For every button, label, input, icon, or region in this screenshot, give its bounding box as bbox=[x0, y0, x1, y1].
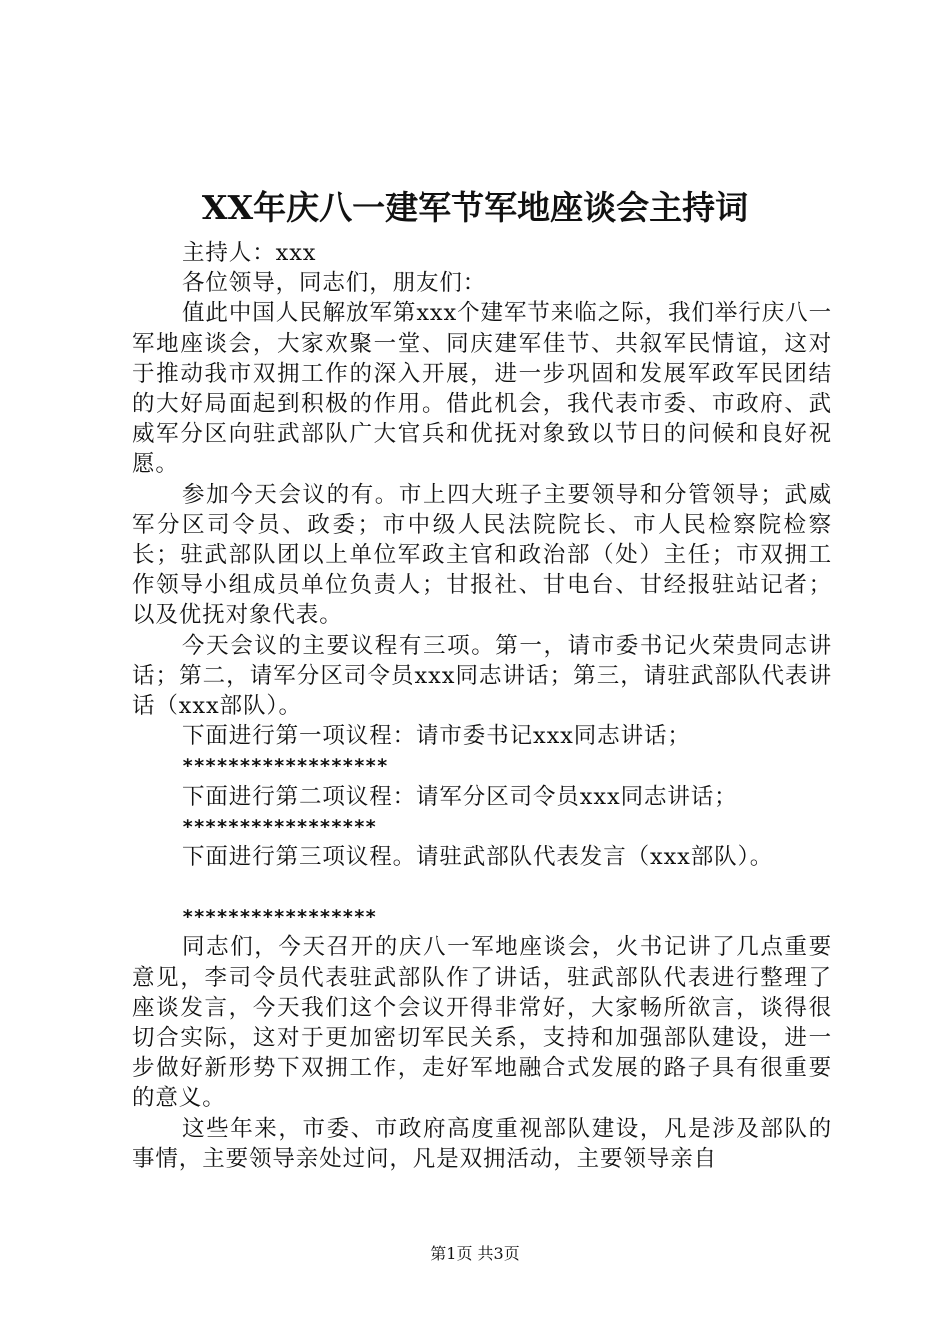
asterisk-separator: ***************** bbox=[182, 815, 377, 838]
page-footer: 第1页 共3页 bbox=[430, 1244, 520, 1263]
greeting-line: 各位领导，同志们，朋友们： bbox=[182, 270, 487, 297]
agenda-item-2: 下面进行第二项议程：请军分区司令员xxx同志讲话； bbox=[182, 783, 738, 810]
document-title: XX年庆八一建军节军地座谈会主持词 bbox=[201, 188, 749, 227]
host-line: 主持人：xxx bbox=[182, 240, 317, 266]
asterisk-separator: ****************** bbox=[182, 755, 388, 778]
paragraph: 同志们，今天召开的庆八一军地座谈会，火书记讲了几点重要意见，李司令员代表驻武部队作了讲话，驻武部队代表进行整理了座谈发言，今天我们这个会议开得非常好，大家畅所欲言，谈得很切合实际，这对于更加密切军民关系，支持和加强部队建设，进一步做好新形势下双拥工作，走好军地融合式发展的路子具有很重要的意义。 bbox=[132, 934, 832, 1112]
paragraph: 值此中国人民解放军第xxx个建军节来临之际，我们举行庆八一军地座谈会，大家欢聚一堂、同庆建军佳节、共叙军民情谊，这对于推动我市双拥工作的深入开展，进一步巩固和发展军政军民团结的大好局面起到积极的作用。借此机会，我代表市委、市政府、武威军分区向驻武部队广大官兵和优抚对象致以节日的问候和良好祝愿。 bbox=[132, 300, 832, 478]
paragraph: 这些年来，市委、市政府高度重视部队建设，凡是涉及部队的事情，主要领导亲处过问，凡是双拥活动，主要领导亲自 bbox=[132, 1115, 832, 1172]
document-body bbox=[132, 238, 832, 1174]
agenda-item-3: 下面进行第三项议程。请驻武部队代表发言（xxx部队）。 bbox=[182, 844, 774, 871]
asterisk-separator: ***************** bbox=[182, 906, 377, 929]
paragraph: 今天会议的主要议程有三项。第一，请市委书记火荣贵同志讲话；第二，请军分区司令员xxx同志讲话；第三，请驻武部队代表讲话（xxx部队）。 bbox=[132, 632, 832, 720]
paragraph: 参加今天会议的有。市上四大班子主要领导和分管领导；武威军分区司令员、政委；市中级人民法院院长、市人民检察院检察长；驻武部队团以上单位军政主官和政治部（处）主任；市双拥工作领导小组成员单位负责人；甘报社、甘电台、甘经报驻站记者；以及优抚对象代表。 bbox=[132, 481, 832, 629]
agenda-item-1: 下面进行第一项议程：请市委书记xxx同志讲话； bbox=[182, 723, 691, 750]
